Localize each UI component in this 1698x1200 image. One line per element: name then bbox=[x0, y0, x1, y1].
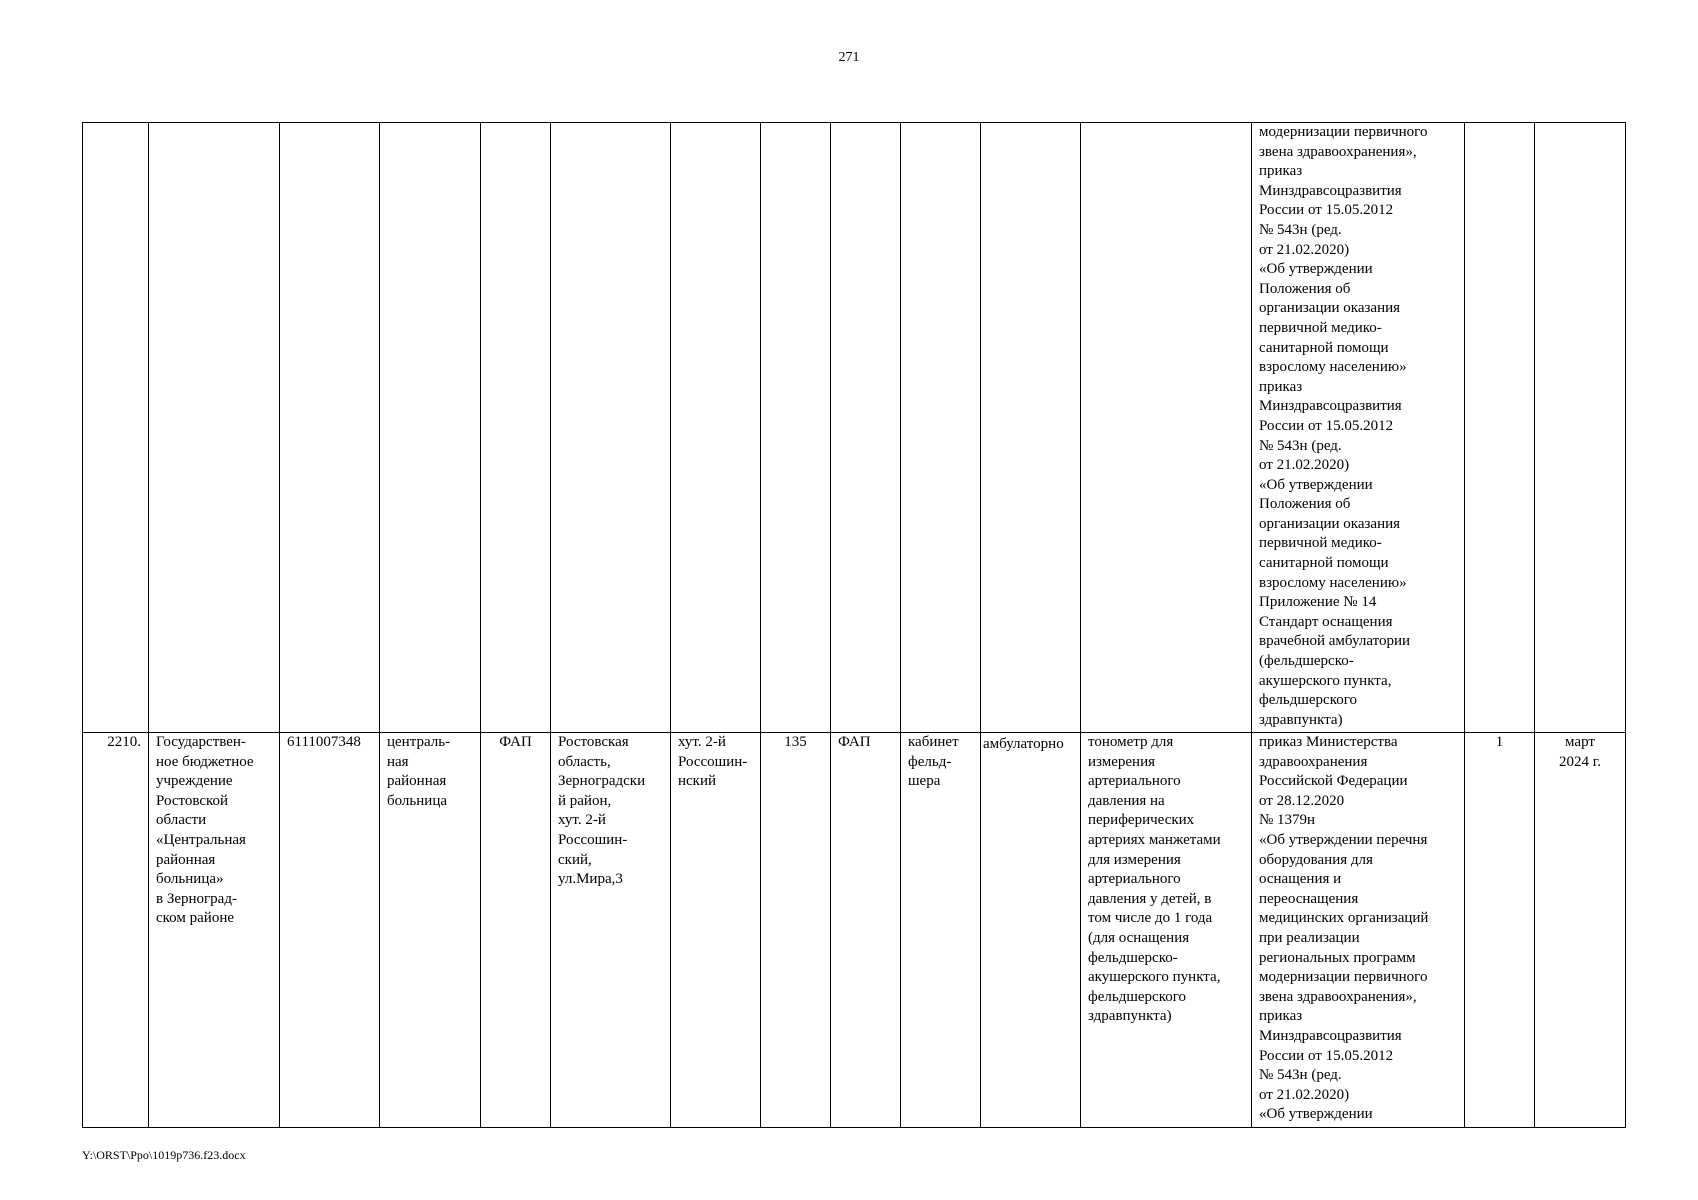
registry-table bbox=[82, 122, 1626, 1128]
cont-cell-number bbox=[83, 123, 149, 733]
cont-cell-term bbox=[1535, 123, 1626, 733]
cont-cell-quantity bbox=[1465, 123, 1535, 733]
table-row bbox=[83, 733, 1626, 1128]
row-facility-type: ФАП bbox=[481, 733, 551, 1128]
row-care-form: амбулаторно bbox=[981, 733, 1081, 1128]
footer-file-path: Y:\ORST\Ppo\1019p736.f23.docx bbox=[82, 1148, 246, 1162]
cont-cell-organization bbox=[149, 123, 280, 733]
row-equipment: тонометр для измерения артериального давления на периферических артериях манжетами для измерения артериального давления у детей, в том числе до 1 года (для оснащения фельдшерско- акушерского пункта, фельдшерского здравпункта) bbox=[1081, 733, 1252, 1128]
cont-cell-facility-type bbox=[481, 123, 551, 733]
row-basis: приказ Министерства здравоохранения Российской Федерации от 28.12.2020 № 1379н «Об утверждении перечня оборудования для оснащения и переоснащения медицинских организаций при реализации региональных программ модернизации первичного звена здравоохранения», приказ Минздравсоцразвития России от 15.05.2012 № 543н (ред. от 21.02.2020) «Об утверждении bbox=[1252, 733, 1465, 1128]
row-inn: 6111007348 bbox=[280, 733, 380, 1128]
row-address: Ростовская область, Зерноградски й район, хут. 2-й Россошин- ский, ул.Мира,3 bbox=[551, 733, 671, 1128]
row-organization: Государствен- ное бюджетное учреждение Ростовской области «Центральная районная больница» в Зерноград- ском районе bbox=[149, 733, 280, 1128]
row-room: кабинет фельд- шера bbox=[901, 733, 981, 1128]
row-settlement: хут. 2-й Россошин- нский bbox=[671, 733, 761, 1128]
cont-cell-room bbox=[901, 123, 981, 733]
row-number: 2210. bbox=[83, 733, 149, 1128]
cont-cell-care-form bbox=[981, 123, 1081, 733]
continuation-row bbox=[83, 123, 1626, 733]
cont-cell-equipment bbox=[1081, 123, 1252, 733]
cont-cell-inn bbox=[280, 123, 380, 733]
row-unit: ФАП bbox=[831, 733, 901, 1128]
row-quantity: 1 bbox=[1465, 733, 1535, 1128]
cont-cell-basis: модернизации первичного звена здравоохранения», приказ Минздравсоцразвития России от 15.05.2012 № 543н (ред. от 21.02.2020) «Об утверждении Положения об организации оказания первичной медико- санитарной помощи взрослому населению» приказ Минздравсоцразвития России от 15.05.2012 № 543н (ред. от 21.02.2020) «Об утверждении Положения об организации оказания первичной медико- санитарной помощи взрослому населению» Приложение № 14 Стандарт оснащения врачебной амбулатории (фельдшерско- акушерского пункта, фельдшерского здравпункта) bbox=[1252, 123, 1465, 733]
row-code: 135 bbox=[761, 733, 831, 1128]
page-number: 271 bbox=[838, 50, 860, 65]
cont-cell-unit bbox=[831, 123, 901, 733]
row-org-type: централь- ная районная больница bbox=[380, 733, 481, 1128]
cont-cell-address bbox=[551, 123, 671, 733]
row-term: март 2024 г. bbox=[1535, 733, 1626, 1128]
cont-cell-settlement bbox=[671, 123, 761, 733]
cont-cell-code bbox=[761, 123, 831, 733]
cont-cell-org-type bbox=[380, 123, 481, 733]
